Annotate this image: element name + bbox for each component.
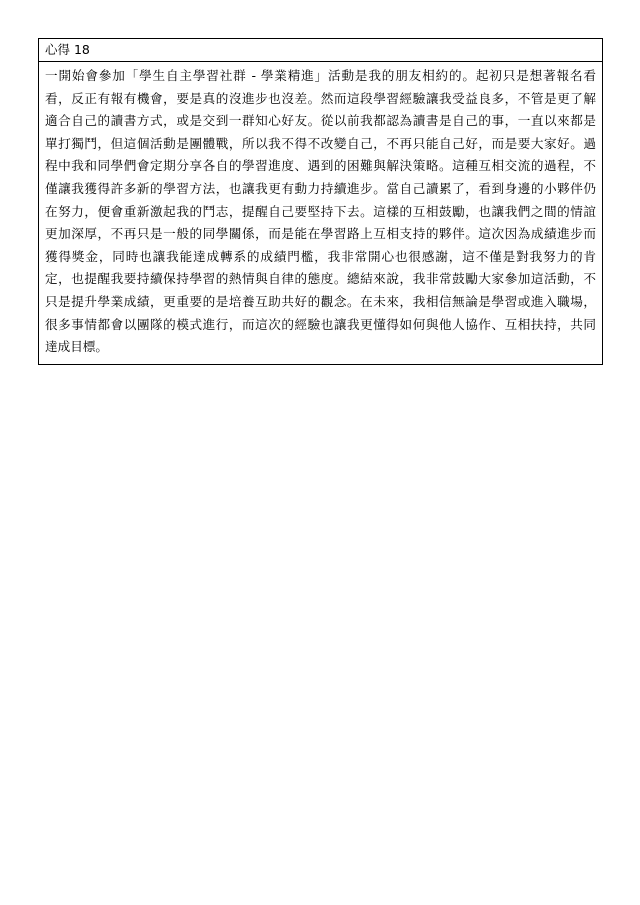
reflection-body: [39, 62, 602, 364]
essay-line: 單打獨鬥，但這個活動是團體戰，所以我不得不改變自己，不再只能自己好，而是要大家好。過: [45, 135, 596, 151]
essay-line: 適合自己的讀書方式，或是交到一群知心好友。從以前我都認為讀書是自己的事，一直以來都是: [45, 113, 596, 129]
essay-line: 看，反正有報有機會，要是真的沒進步也沒差。然而這段學習經驗讓我受益良多，不管是更了解: [45, 90, 596, 106]
essay-line: 更加深厚，不再只是一般的同學關係，而是能在學習路上互相支持的夥伴。這次因為成績進步而: [45, 226, 596, 242]
essay-line: 獲得獎金，同時也讓我能達成轉系的成績門檻，我非常開心也很感謝，這不僅是對我努力的肯: [45, 248, 596, 264]
essay-line: 僅讓我獲得許多新的學習方法，也讓我更有動力持續進步。當自己讀累了，看到身邊的小夥伴仍: [45, 180, 596, 196]
essay-line: 一開始會參加「學生自主學習社群 - 學業精進」活動是我的朋友相約的。起初只是想著報名看: [45, 68, 596, 83]
essay-line: 達成目標。: [45, 339, 108, 355]
essay-line: 很多事情都會以團隊的模式進行，而這次的經驗也讓我更懂得如何與他人協作、互相扶持，共同: [45, 316, 596, 332]
essay-line: 程中我和同學們會定期分享各自的學習進度、遇到的困難與解決策略。這種互相交流的過程，不: [45, 158, 596, 174]
reflection-title: 心得 18: [39, 39, 602, 62]
essay-line: 定，也提醒我要持續保持學習的熱情與自律的態度。總結來說，我非常鼓勵大家參加這活動，不: [45, 271, 596, 287]
essay-line: 只是提升學業成績，更重要的是培養互助共好的觀念。在未來，我相信無論是學習或進入職場，: [45, 293, 596, 309]
reflection-table: [38, 38, 603, 365]
essay-line: 在努力，便會重新激起我的鬥志，提醒自己要堅持下去。這樣的互相鼓勵，也讓我們之間的情誼: [45, 203, 596, 219]
